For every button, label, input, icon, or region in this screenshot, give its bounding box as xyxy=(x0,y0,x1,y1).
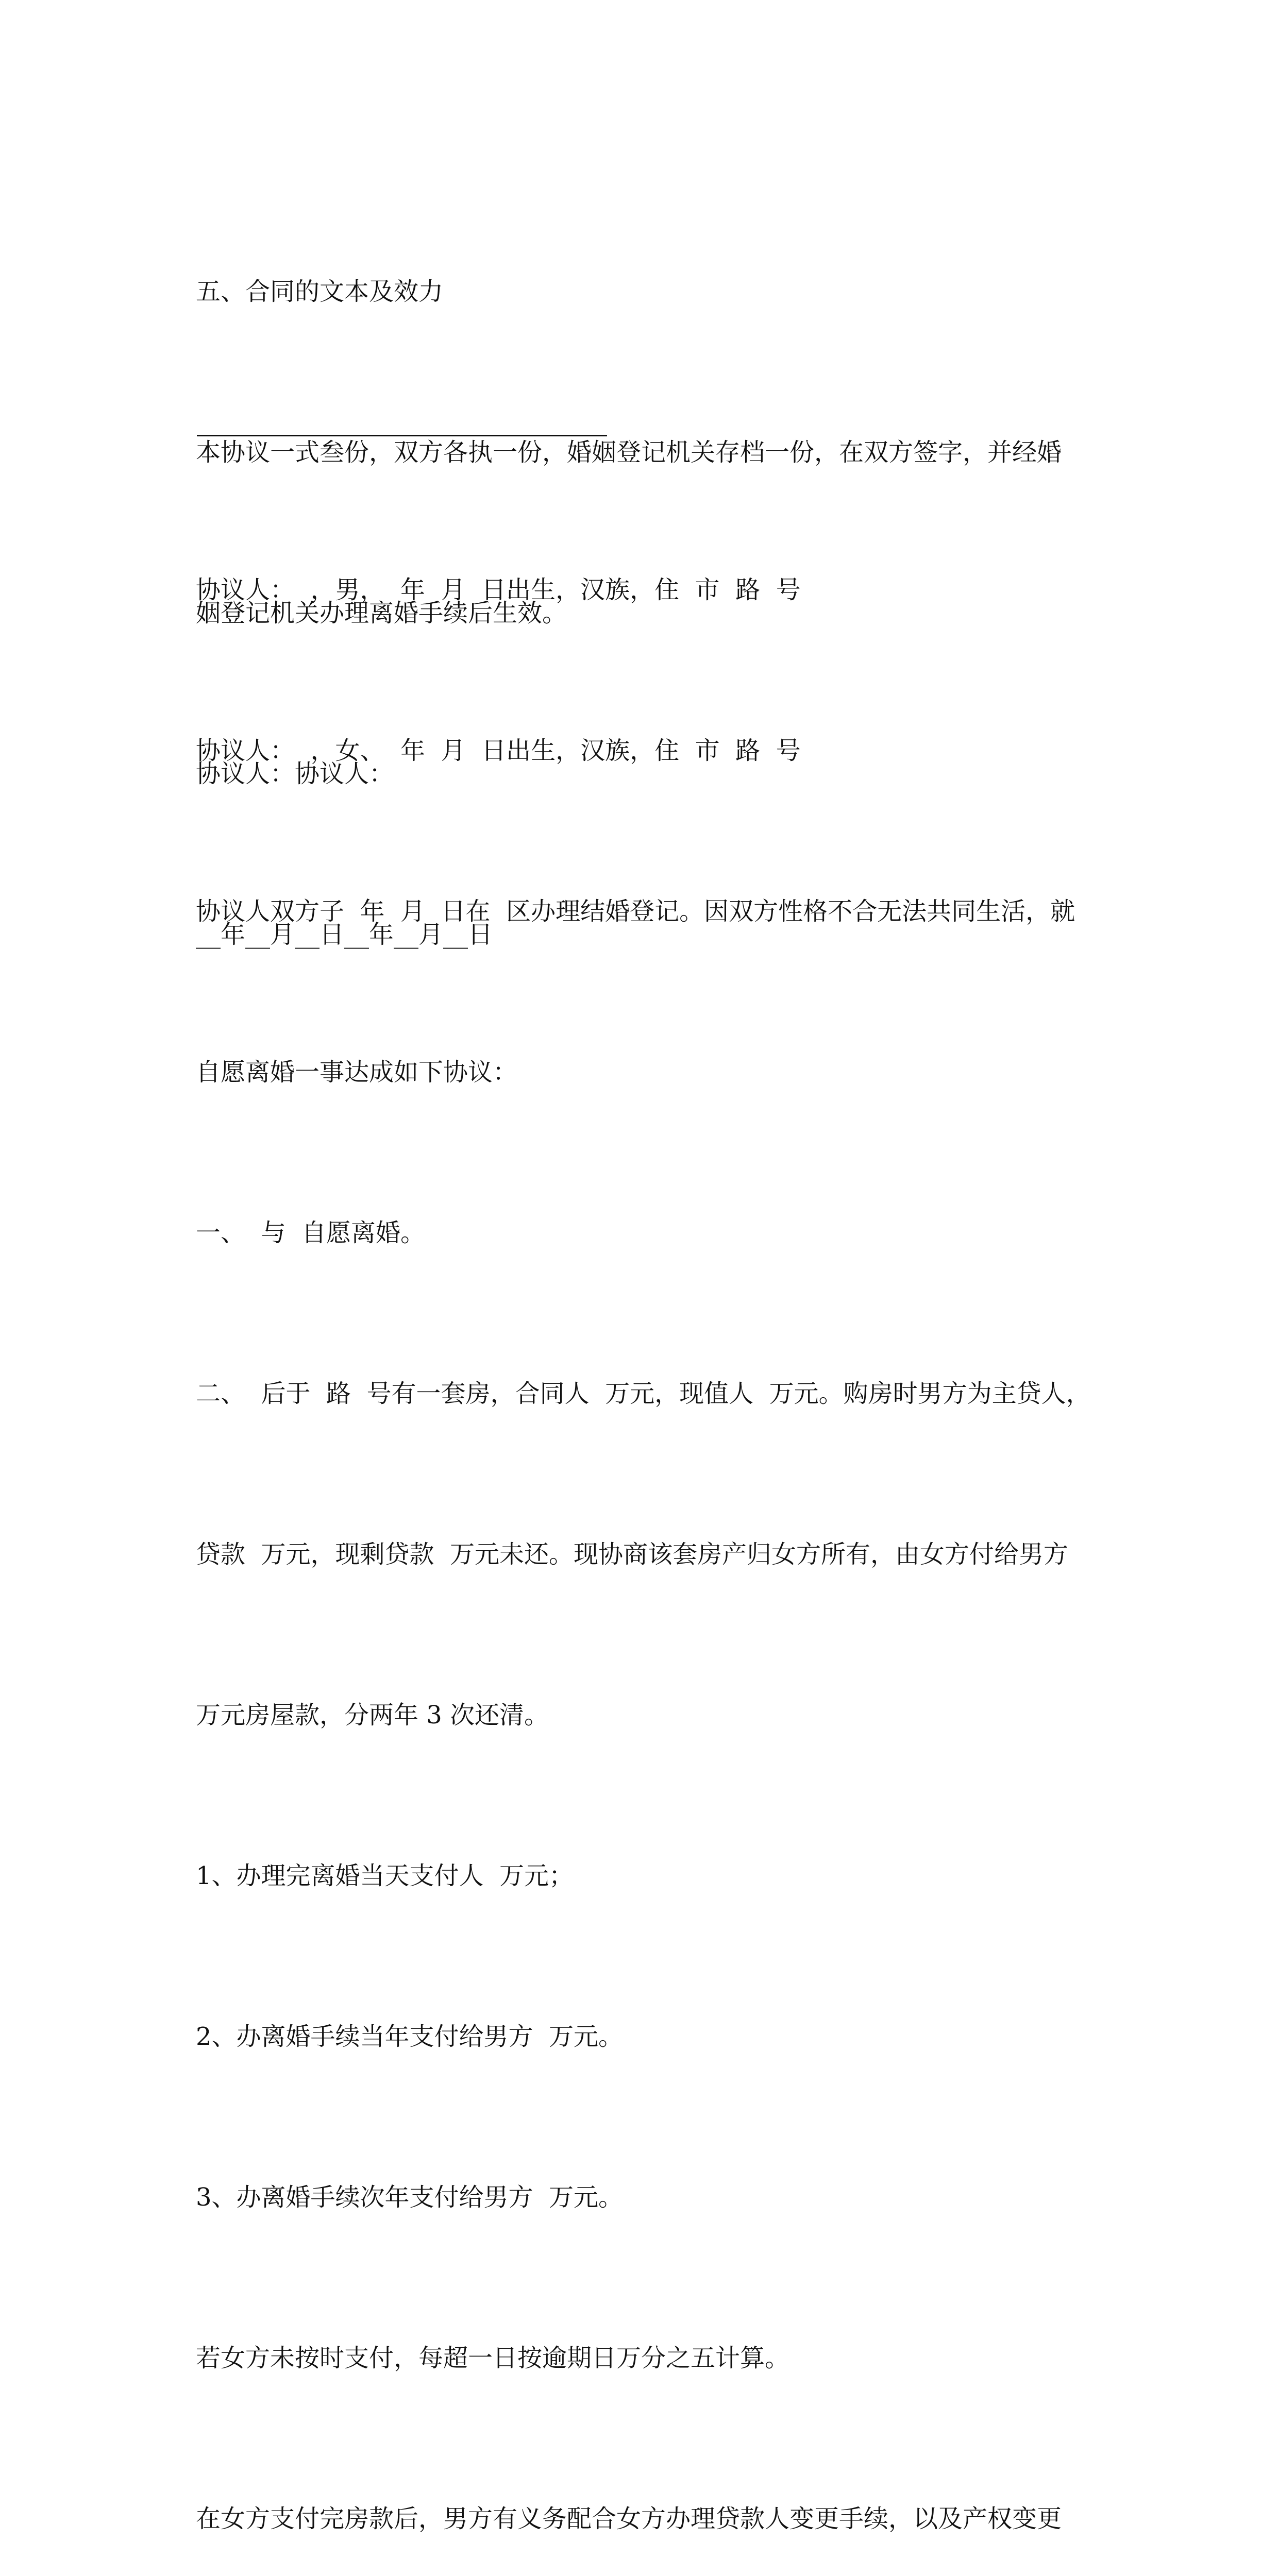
text-block-main xyxy=(196,456,1103,2576)
signature-line: 协议人：协议人： xyxy=(196,759,394,788)
party-line: 协议人： ，男， 年 月 日出生，汉族，住 市 路 号 xyxy=(196,575,801,604)
section-heading: 五、合同的文本及效力 xyxy=(196,277,444,306)
separator-line xyxy=(197,435,607,436)
paragraph-line: 姻登记机关办理离婚手续后生效。 xyxy=(196,599,567,628)
paragraph-line: 本协议一式叁份，双方各执一份，婚姻登记机关存档一份，在双方签字，并经婚 xyxy=(196,438,1062,467)
paragraph-line: 在女方支付完房款后，男方有义务配合女方办理贷款人变更手续，以及产权变更 xyxy=(196,2504,1062,2533)
list-item: 1、办理完离婚当天支付人 万元； xyxy=(196,1861,574,1890)
party-line: 协议人： ，女、 年 月 日出生，汉族，住 市 路 号 xyxy=(196,736,801,765)
paragraph-line: 若女方未按时支付，每超一日按逾期日万分之五计算。 xyxy=(196,2344,790,2372)
paragraph-line: 贷款 万元，现剩贷款 万元未还。现协商该套房产归女方所有，由女方付给男方 xyxy=(196,1540,1069,1569)
paragraph-line: 协议人双方子 年 月 日在 区办理结婚登记。因双方性格不合无法共同生活，就 xyxy=(196,897,1075,926)
clause-line: 一、 与 自愿离婚。 xyxy=(196,1218,426,1247)
clause-line: 二、 后于 路 号有一套房，合同人 万元，现值人 万元。购房时男方为主贷人， xyxy=(196,1379,1091,1408)
list-item: 2、办离婚手续当年支付给男方 万元。 xyxy=(196,2022,624,2051)
paragraph-line: 自愿离婚一事达成如下协议： xyxy=(196,1058,518,1087)
list-item: 3、办离婚手续次年支付给男方 万元。 xyxy=(196,2183,624,2212)
date-line: __年__月__日__年__月__日 xyxy=(196,920,493,949)
paragraph-line: 万元房屋款，分两年 3 次还清。 xyxy=(196,1701,549,1730)
